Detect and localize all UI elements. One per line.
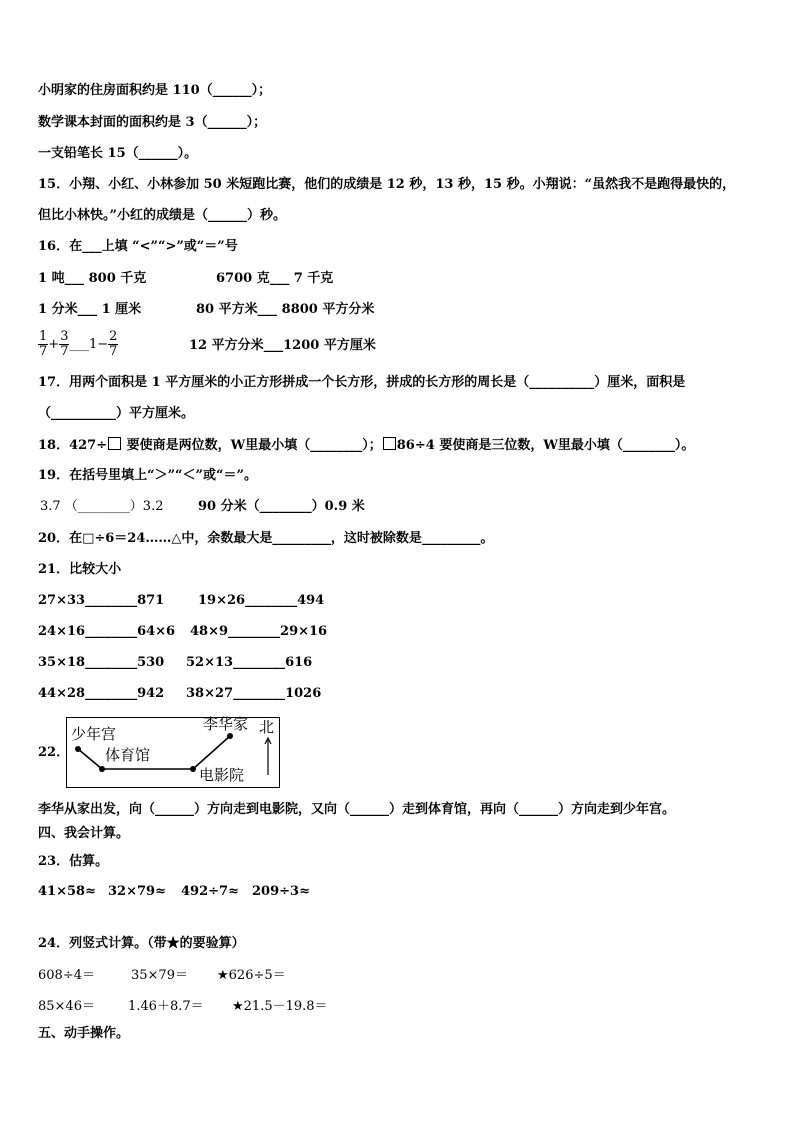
unit-line-1: 小明家的住房面积约是 110（______）； — [38, 83, 272, 98]
label-lihuajia: 李华家 — [203, 715, 249, 733]
question-22-label: 22． — [38, 745, 70, 760]
q23-item-1: 41×58≈ — [38, 884, 96, 899]
point-lihuajia — [227, 733, 233, 739]
question-15-line-1: 15．小翔、小红、小林参加 50 米短跑比赛，他们的成绩是 12 秒，13 秒，15 秒。小翔说：“虽然我不是跑得最快的， — [38, 177, 736, 192]
unit-line-3: 一支铅笔长 15（______）。 — [38, 146, 198, 161]
q16-item-f: 12 平方分米___1200 平方厘米 — [189, 338, 376, 353]
q24-item-r1-1: 608÷4＝ — [38, 968, 95, 983]
plus-sign: + — [48, 337, 60, 352]
q24-item-r2-1: 85×46＝ — [38, 999, 95, 1014]
question-21-title: 21．比较大小 — [38, 562, 122, 577]
question-19-title: 19．在括号里填上“＞”“＜”或“＝”。 — [38, 468, 257, 483]
q16-item-e — [38, 327, 118, 363]
q23-item-3: 492÷7≈ — [181, 884, 239, 899]
q18-part-1: 18．427÷ — [38, 438, 108, 453]
q21-item-r4b: 38×27________1026 — [186, 686, 322, 701]
question-18 — [38, 437, 694, 454]
q16-item-d: 80 平方米___ 8800 平方分米 — [196, 302, 375, 317]
label-tiyuguan: 体育馆 — [105, 746, 151, 764]
q19-item-b: 90 分米（________）0.9 米 — [198, 499, 365, 514]
fraction-3-7: $\frac{3}{7}$ — [60, 329, 69, 359]
question-17-line-1: 17．用两个面积是 1 平方厘米的小正方形拼成一个长方形，拼成的长方形的周长是（__________）厘米，面积是 — [38, 375, 686, 390]
label-north: 北 — [259, 718, 275, 736]
question-22-text: 李华从家出发，向（______）方向走到电影院，又向（______）走到体育馆，再向（______）方向走到少年宫。 — [38, 802, 676, 817]
question-23-title: 23．估算。 — [38, 854, 109, 869]
q18-part-2: 要使商是两位数，W里最小填（________）； — [122, 438, 382, 453]
q24-item-r2-2: 1.46＋8.7＝ — [128, 999, 204, 1014]
q21-item-r3b: 52×13________616 — [186, 655, 313, 670]
question-24-title: 24．列竖式计算。（带★的要验算） — [38, 936, 245, 951]
point-dianyingyuan — [190, 766, 196, 772]
q18-part-3: 86÷4 要使商是三位数，W里最小填（________）。 — [396, 438, 695, 453]
label-shaoniangong: 少年宫 — [71, 725, 117, 743]
q21-item-r4a: 44×28________942 — [38, 686, 165, 701]
question-16-title: 16．在___上填 “<”“>”或“＝”号 — [38, 239, 238, 254]
q24-item-r1-2: 35×79＝ — [131, 968, 188, 983]
route-map-diagram — [66, 717, 280, 788]
square-box-icon — [108, 437, 121, 450]
square-box-icon — [383, 437, 396, 450]
question-20: 20．在□÷6＝24……△中，余数最大是_________，这时被除数是_________。 — [38, 531, 494, 546]
q16-item-c: 1 分米___ 1 厘米 — [38, 302, 142, 317]
q23-item-2: 32×79≈ — [108, 884, 166, 899]
q23-item-4: 209÷3≈ — [252, 884, 310, 899]
q24-item-r1-3: ★626÷5＝ — [217, 968, 286, 983]
question-17-line-2: （__________）平方厘米。 — [38, 406, 195, 421]
fraction-1-7: $\frac{1}{7}$ — [39, 329, 48, 359]
label-dianyingyuan: 电影院 — [199, 766, 245, 784]
q21-item-r2a: 24×16________64×6 — [38, 624, 176, 639]
q19-item-a: 3.7 （________）3.2 — [40, 499, 164, 514]
q16-item-b: 6700 克___ 7 千克 — [216, 271, 334, 286]
unit-line-2: 数学课本封面的面积约是 3（______）； — [38, 115, 267, 130]
q16-item-a: 1 吨___ 800 千克 — [38, 271, 147, 286]
blank-and-minus: ___1− — [69, 337, 109, 352]
q24-item-r2-3: ★21.5－19.8＝ — [232, 999, 328, 1014]
q21-item-r2b: 48×9________29×16 — [190, 624, 328, 639]
q21-item-r1b: 19×26________494 — [198, 593, 325, 608]
point-shaoniangong — [75, 746, 81, 752]
section-4-heading: 四、我会计算。 — [38, 826, 130, 841]
q21-item-r3a: 35×18________530 — [38, 655, 165, 670]
question-15-line-2: 但比小林快。”小红的成绩是（______）秒。 — [38, 208, 286, 223]
q21-item-r1a: 27×33________871 — [38, 593, 165, 608]
section-5-heading: 五、动手操作。 — [38, 1026, 130, 1041]
fraction-2-7: $\frac{2}{7}$ — [109, 329, 118, 359]
point-tiyuguan — [99, 766, 105, 772]
